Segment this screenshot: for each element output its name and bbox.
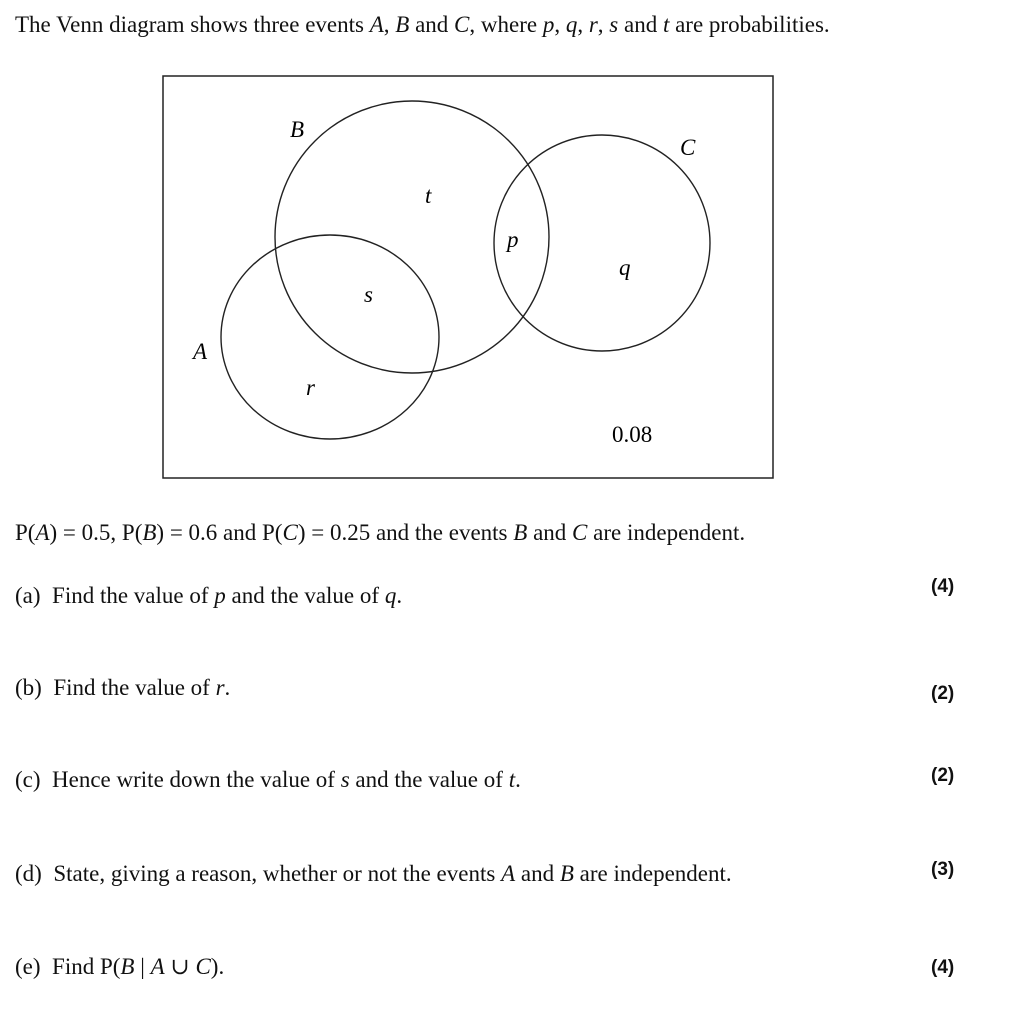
question-d: (d) State, giving a reason, whether or not the events A and B are independent.: [15, 861, 732, 886]
marks-d: (3): [931, 859, 955, 880]
outside-value: 0.08: [612, 422, 653, 447]
marks-a: (4): [931, 576, 955, 597]
region-r: r: [306, 375, 315, 400]
question-e: (e) Find P(B | A ∪ C).: [15, 954, 225, 979]
circle-A: [221, 235, 439, 439]
region-t: t: [425, 183, 432, 208]
given-info: P(A) = 0.5, P(B) = 0.6 and P(C) = 0.25 and the events B and C are independent.: [15, 520, 746, 545]
question-a: (a) Find the value of p and the value of q.: [15, 583, 403, 608]
label-C: C: [680, 135, 696, 160]
label-A: A: [193, 339, 208, 364]
question-b: (b) Find the value of r.: [15, 675, 231, 700]
region-s: s: [364, 282, 373, 307]
region-q: q: [619, 255, 631, 280]
region-p: p: [507, 227, 519, 252]
intro-text: The Venn diagram shows three events A, B and C, where p, q, r, s and t are probabilities.: [15, 12, 830, 37]
circle-C: [494, 135, 710, 351]
question-c: (c) Hence write down the value of s and the value of t.: [15, 767, 521, 792]
label-B: B: [290, 117, 305, 142]
marks-b: (2): [931, 683, 955, 704]
marks-c: (2): [931, 765, 955, 786]
marks-e: (4): [931, 957, 955, 978]
